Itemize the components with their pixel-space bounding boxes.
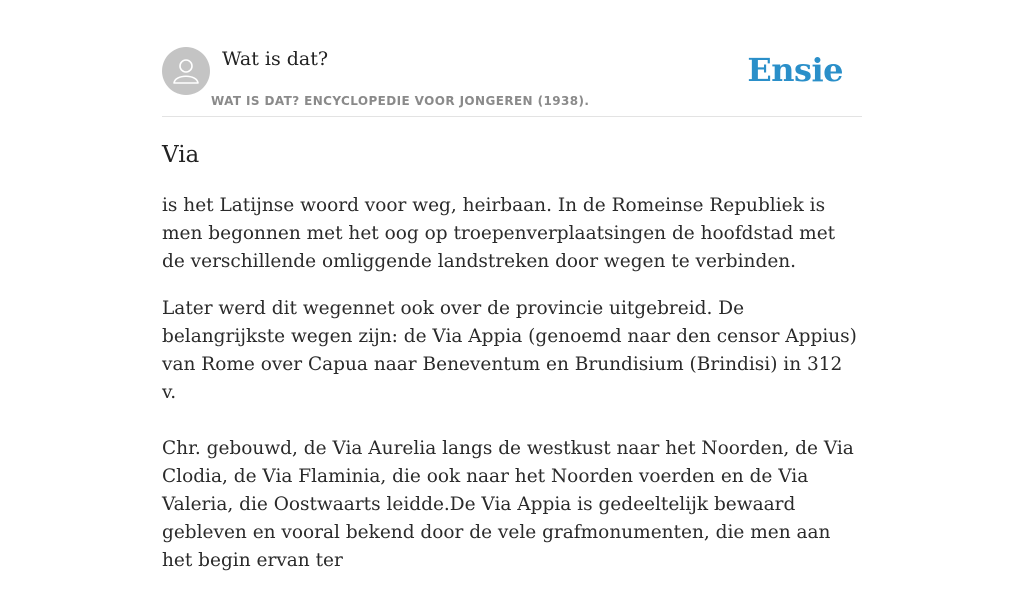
source-avatar[interactable] (162, 47, 210, 95)
ensie-logo[interactable]: Ensie (747, 51, 843, 89)
entry-title: Via (162, 142, 200, 168)
entry-paragraph: Later werd dit wegennet ook over de provincie uitgebreid. De belangrijkste wegen zijn: de Via Appia (genoemd naar den censor Appius) van Rome over Capua naar Beneventum en Brundisium (Brindisi) in 312 v. (162, 298, 857, 403)
source-header (162, 46, 862, 117)
entry-paragraph: is het Latijnse woord voor weg, heirbaan. In de Romeinse Republiek is men begonnen met het oog op troepenverplaatsingen de hoofdstad met de verschillende omliggende landstreken door wegen te verbinden. (162, 195, 836, 272)
entry-body (162, 192, 862, 594)
source-subtitle[interactable]: WAT IS DAT? ENCYCLOPEDIE VOOR JONGEREN (1938). (211, 94, 590, 108)
source-title[interactable]: Wat is dat? (222, 48, 329, 70)
entry-paragraph: Chr. gebouwd, de Via Aurelia langs de westkust naar het Noorden, de Via Clodia, de Via Flaminia, die ook naar het Noorden voerden en de Via Valeria, die Oostwaarts leidde.De Via Appia is gedeeltelijk bewaard gebleven en vooral bekend door de vele grafmonumenten, die men aan het begin ervan ter (162, 438, 854, 571)
user-icon (162, 47, 210, 95)
